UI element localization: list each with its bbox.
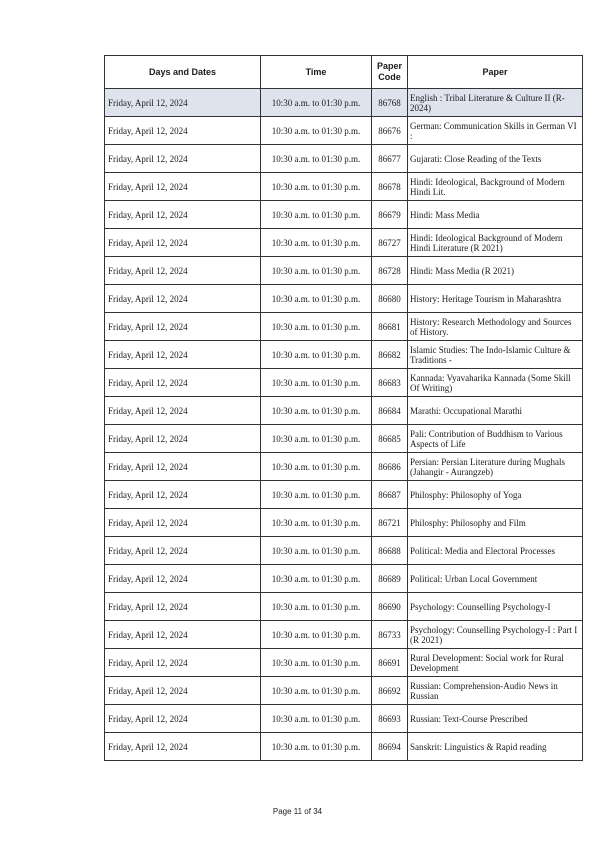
row-paper-code: 86721 <box>372 509 408 537</box>
row-time: 10:30 a.m. to 01:30 p.m. <box>261 229 372 257</box>
row-date: Friday, April 12, 2024 <box>105 173 261 201</box>
table-row <box>105 509 583 537</box>
row-date: Friday, April 12, 2024 <box>105 397 261 425</box>
row-paper-code: 86680 <box>372 285 408 313</box>
row-date: Friday, April 12, 2024 <box>105 145 261 173</box>
row-paper-code: 86685 <box>372 425 408 453</box>
row-time: 10:30 a.m. to 01:30 p.m. <box>261 257 372 285</box>
row-time: 10:30 a.m. to 01:30 p.m. <box>261 649 372 677</box>
row-paper: Islamic Studies: The Indo-Islamic Culture & Traditions - <box>408 341 583 369</box>
row-paper: Psychology: Counselling Psychology-I : Part I (R 2021) <box>408 621 583 649</box>
row-paper-code: 86688 <box>372 537 408 565</box>
row-paper-code: 86687 <box>372 481 408 509</box>
row-paper-code: 86694 <box>372 733 408 761</box>
row-date: Friday, April 12, 2024 <box>105 453 261 481</box>
row-paper: History: Heritage Tourism in Maharashtra <box>408 285 583 313</box>
row-time: 10:30 a.m. to 01:30 p.m. <box>261 369 372 397</box>
table-row <box>105 649 583 677</box>
table-row <box>105 425 583 453</box>
table-row <box>105 173 583 201</box>
table-row <box>105 733 583 761</box>
row-time: 10:30 a.m. to 01:30 p.m. <box>261 313 372 341</box>
table-row <box>105 481 583 509</box>
table-row <box>105 341 583 369</box>
table-row <box>105 257 583 285</box>
row-paper-code: 86686 <box>372 453 408 481</box>
row-paper-code: 86689 <box>372 565 408 593</box>
row-date: Friday, April 12, 2024 <box>105 229 261 257</box>
row-paper-code: 86681 <box>372 313 408 341</box>
row-paper: Rural Development: Social work for Rural Development <box>408 649 583 677</box>
row-time: 10:30 a.m. to 01:30 p.m. <box>261 593 372 621</box>
table-row <box>105 593 583 621</box>
row-time: 10:30 a.m. to 01:30 p.m. <box>261 705 372 733</box>
row-time: 10:30 a.m. to 01:30 p.m. <box>261 341 372 369</box>
row-date: Friday, April 12, 2024 <box>105 257 261 285</box>
row-date: Friday, April 12, 2024 <box>105 677 261 705</box>
row-time: 10:30 a.m. to 01:30 p.m. <box>261 145 372 173</box>
row-paper: Political: Media and Electoral Processes <box>408 537 583 565</box>
row-time: 10:30 a.m. to 01:30 p.m. <box>261 733 372 761</box>
table-body <box>105 89 583 761</box>
table-row <box>105 89 583 117</box>
row-paper: German: Communication Skills in German VI : <box>408 117 583 145</box>
row-paper: Hindi: Ideological, Background of Modern Hindi Lit. <box>408 173 583 201</box>
row-time: 10:30 a.m. to 01:30 p.m. <box>261 285 372 313</box>
header-paper: Paper <box>408 56 583 89</box>
table-row <box>105 705 583 733</box>
table-row <box>105 285 583 313</box>
row-paper-code: 86678 <box>372 173 408 201</box>
row-time: 10:30 a.m. to 01:30 p.m. <box>261 453 372 481</box>
row-date: Friday, April 12, 2024 <box>105 425 261 453</box>
row-time: 10:30 a.m. to 01:30 p.m. <box>261 509 372 537</box>
header-days-and-dates: Days and Dates <box>105 56 261 89</box>
table-row <box>105 621 583 649</box>
table-row <box>105 397 583 425</box>
row-paper: English : Tribal Literature & Culture II (R-2024) <box>408 89 583 117</box>
row-time: 10:30 a.m. to 01:30 p.m. <box>261 89 372 117</box>
row-date: Friday, April 12, 2024 <box>105 481 261 509</box>
table-row <box>105 565 583 593</box>
table-row <box>105 677 583 705</box>
row-time: 10:30 a.m. to 01:30 p.m. <box>261 621 372 649</box>
row-paper-code: 86728 <box>372 257 408 285</box>
table-row <box>105 453 583 481</box>
row-paper: Russian: Comprehension-Audio News in Russian <box>408 677 583 705</box>
row-paper: Hindi: Mass Media <box>408 201 583 229</box>
row-paper: Psychology: Counselling Psychology-I <box>408 593 583 621</box>
row-paper: Political: Urban Local Government <box>408 565 583 593</box>
row-date: Friday, April 12, 2024 <box>105 649 261 677</box>
row-time: 10:30 a.m. to 01:30 p.m. <box>261 677 372 705</box>
exam-timetable <box>104 55 583 761</box>
row-paper-code: 86683 <box>372 369 408 397</box>
row-time: 10:30 a.m. to 01:30 p.m. <box>261 173 372 201</box>
row-paper: Philosphy: Philosophy and Film <box>408 509 583 537</box>
row-paper: Pali: Contribution of Buddhism to Various Aspects of Life <box>408 425 583 453</box>
row-date: Friday, April 12, 2024 <box>105 565 261 593</box>
table-row <box>105 537 583 565</box>
row-date: Friday, April 12, 2024 <box>105 117 261 145</box>
row-paper-code: 86684 <box>372 397 408 425</box>
row-paper: Russian: Text-Course Prescribed <box>408 705 583 733</box>
row-time: 10:30 a.m. to 01:30 p.m. <box>261 537 372 565</box>
row-paper-code: 86693 <box>372 705 408 733</box>
header-paper-code: Paper Code <box>372 56 408 89</box>
row-date: Friday, April 12, 2024 <box>105 313 261 341</box>
row-paper-code: 86768 <box>372 89 408 117</box>
row-paper: Hindi: Ideological Background of Modern Hindi Literature (R 2021) <box>408 229 583 257</box>
row-paper-code: 86690 <box>372 593 408 621</box>
row-paper-code: 86679 <box>372 201 408 229</box>
row-date: Friday, April 12, 2024 <box>105 705 261 733</box>
row-date: Friday, April 12, 2024 <box>105 509 261 537</box>
row-paper: Sanskrit: Linguistics & Rapid reading <box>408 733 583 761</box>
row-time: 10:30 a.m. to 01:30 p.m. <box>261 201 372 229</box>
row-paper: Gujarati: Close Reading of the Texts <box>408 145 583 173</box>
row-date: Friday, April 12, 2024 <box>105 621 261 649</box>
row-time: 10:30 a.m. to 01:30 p.m. <box>261 481 372 509</box>
row-date: Friday, April 12, 2024 <box>105 537 261 565</box>
row-date: Friday, April 12, 2024 <box>105 369 261 397</box>
table-row <box>105 145 583 173</box>
row-time: 10:30 a.m. to 01:30 p.m. <box>261 425 372 453</box>
row-date: Friday, April 12, 2024 <box>105 285 261 313</box>
header-row <box>105 56 583 89</box>
row-paper-code: 86676 <box>372 117 408 145</box>
row-date: Friday, April 12, 2024 <box>105 89 261 117</box>
table-row <box>105 229 583 257</box>
row-paper-code: 86691 <box>372 649 408 677</box>
row-date: Friday, April 12, 2024 <box>105 593 261 621</box>
row-paper: Philosphy: Philosophy of Yoga <box>408 481 583 509</box>
row-paper-code: 86733 <box>372 621 408 649</box>
page-number: Page 11 of 34 <box>272 807 323 816</box>
row-paper-code: 86682 <box>372 341 408 369</box>
row-time: 10:30 a.m. to 01:30 p.m. <box>261 117 372 145</box>
row-paper-code: 86677 <box>372 145 408 173</box>
row-paper: History: Research Methodology and Sources of History. <box>408 313 583 341</box>
row-time: 10:30 a.m. to 01:30 p.m. <box>261 397 372 425</box>
table-row <box>105 201 583 229</box>
table-row <box>105 117 583 145</box>
table-row <box>105 313 583 341</box>
table-row <box>105 369 583 397</box>
row-paper-code: 86692 <box>372 677 408 705</box>
header-time: Time <box>261 56 372 89</box>
row-paper-code: 86727 <box>372 229 408 257</box>
row-date: Friday, April 12, 2024 <box>105 733 261 761</box>
row-date: Friday, April 12, 2024 <box>105 201 261 229</box>
row-paper: Persian: Persian Literature during Mughals (Jahangir - Aurangzeb) <box>408 453 583 481</box>
row-time: 10:30 a.m. to 01:30 p.m. <box>261 565 372 593</box>
row-paper: Marathi: Occupational Marathi <box>408 397 583 425</box>
row-paper: Hindi: Mass Media (R 2021) <box>408 257 583 285</box>
row-date: Friday, April 12, 2024 <box>105 341 261 369</box>
row-paper: Kannada: Vyavaharika Kannada (Some Skill Of Writing) <box>408 369 583 397</box>
